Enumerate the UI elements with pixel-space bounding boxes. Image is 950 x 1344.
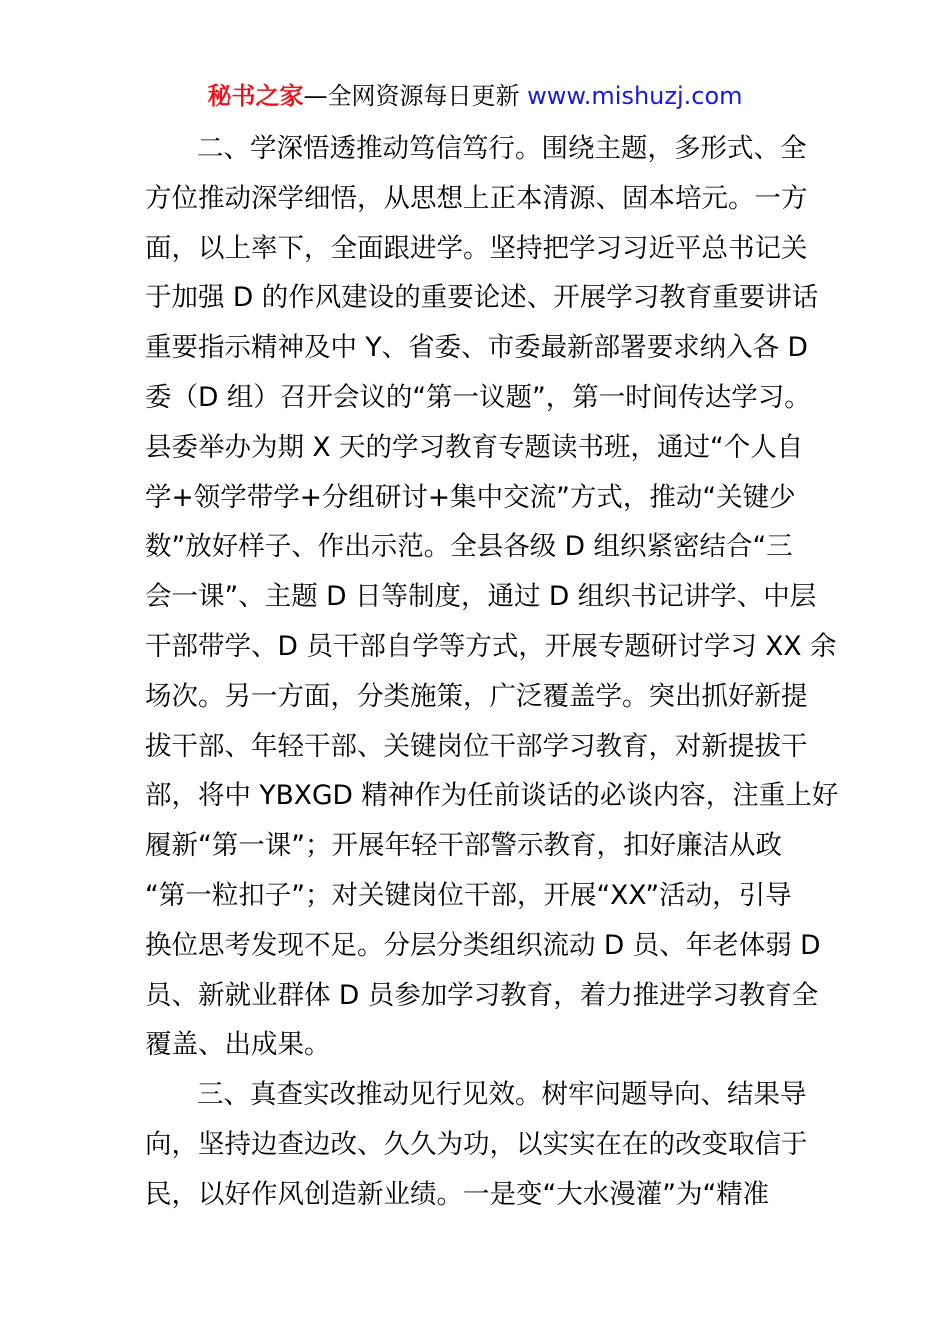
text-line: “第一粒扣子”；对关键岗位干部，开展“XX”活动，引导 [145, 879, 792, 911]
text-line: 履新“第一课”；开展年轻干部警示教育，扣好廉洁从政 [145, 830, 782, 862]
text-line: 于加强 D 的作风建设的重要论述、开展学习教育重要讲话 [145, 282, 819, 314]
text-line: 学+领学带学+分组研讨+集中交流”方式，推动“关键少 [145, 481, 796, 513]
paragraph-section-3 [145, 1070, 817, 1219]
text-line: 拔干部、年轻干部、关键岗位干部学习教育，对新提拔干 [145, 730, 808, 762]
text-line: 换位思考发现不足。分层分类组织流动 D 员、年老体弱 D [145, 929, 821, 961]
text-line: 向，坚持边查边改、久久为功，以实实在在的改变取信于 [145, 1128, 808, 1160]
text-line: 方位推动深学细悟，从思想上正本清源、固本培元。一方 [145, 182, 808, 214]
text-line: 场次。另一方面，分类施策，广泛覆盖学。突出抓好新提 [145, 680, 808, 712]
paragraph-section-2 [145, 124, 839, 1070]
text-line: 员、新就业群体 D 员参加学习教育，着力推进学习教育全 [145, 979, 819, 1011]
text-line: 面，以上率下，全面跟进学。坚持把学习习近平总书记关 [145, 232, 808, 264]
text-line: 县委举办为期 X 天的学习教育专题读书班，通过“个人自 [145, 431, 804, 463]
text-line: 覆盖、出成果。 [145, 1029, 331, 1061]
site-tagline: —全网资源每日更新 [303, 82, 520, 110]
text-line: 干部带学、D 员干部自学等方式，开展专题研讨学习 XX 余 [145, 630, 837, 662]
document-body [145, 124, 839, 1220]
text-line: 会一课”、主题 D 日等制度，通过 D 组织书记讲学、中层 [145, 581, 817, 613]
text-line: 民，以好作风创造新业绩。一是变“大水漫灌”为“精准 [145, 1178, 770, 1210]
site-url-link[interactable]: www.mishuzj.com [527, 82, 743, 110]
text-line: 部，将中 YBXGD 精神作为任前谈话的必谈内容，注重上好 [145, 780, 839, 812]
text-line: 委（D 组）召开会议的“第一议题”，第一时间传达学习。 [145, 381, 811, 413]
site-header [0, 80, 950, 112]
text-line: 数”放好样子、作出示范。全县各级 D 组织紧密结合“三 [145, 531, 793, 563]
site-brand: 秘书之家 [207, 82, 304, 110]
text-line: 二、学深悟透推动笃信笃行。围绕主题，多形式、全 [197, 133, 807, 164]
text-line: 重要指示精神及中 Y、省委、市委最新部署要求纳入各 D [145, 332, 808, 364]
text-line: 三、真查实改推动见行见效。树牢问题导向、结果导 [197, 1079, 807, 1111]
